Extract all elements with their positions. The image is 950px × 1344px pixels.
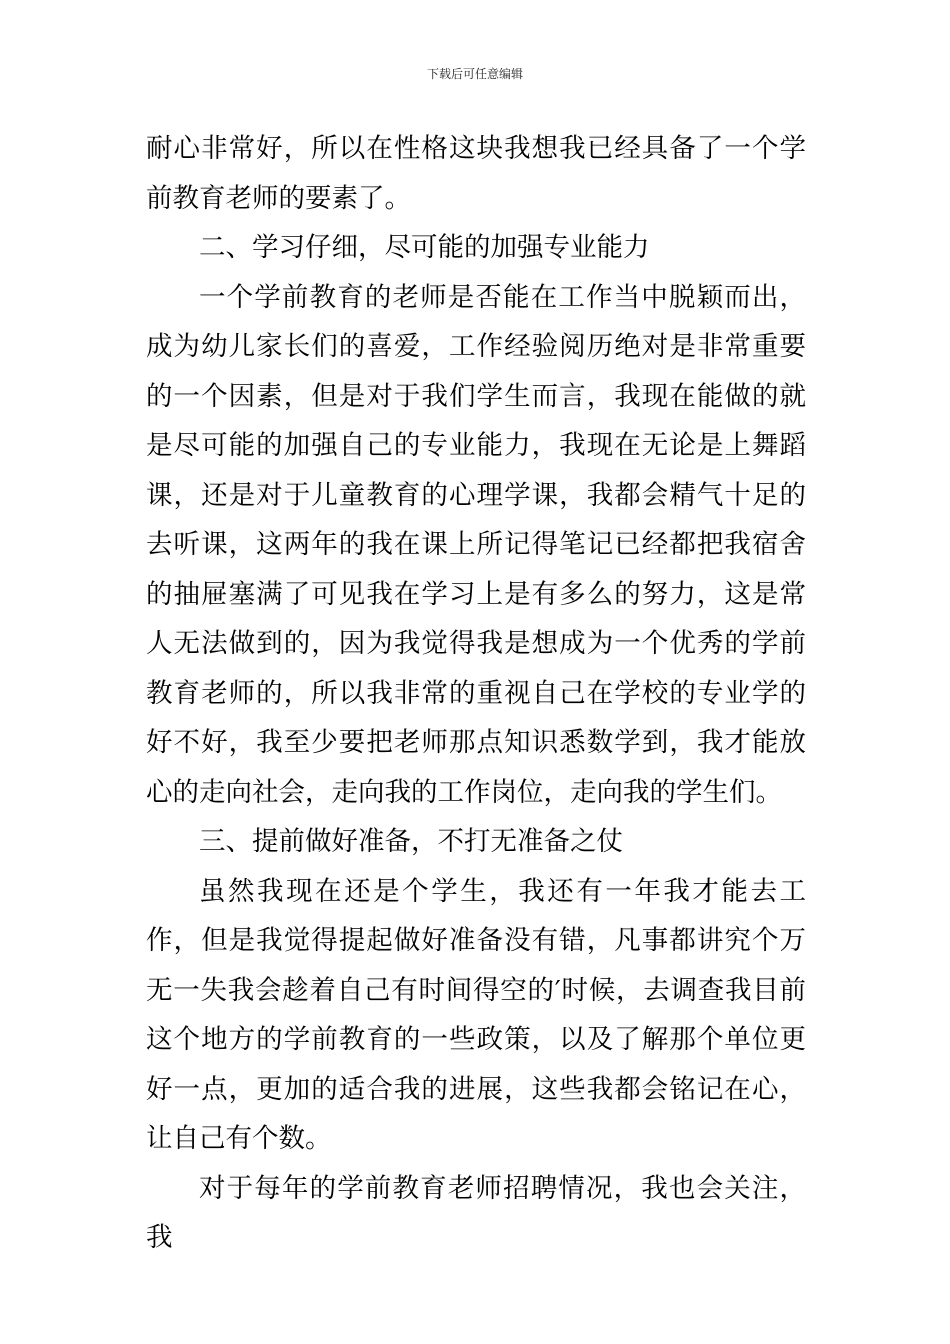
section-heading-2: 二、学习仔细，尽可能的加强专业能力	[199, 232, 650, 263]
paragraph-professional-ability: 一个学前教育的老师是否能在工作当中脱颖而出，成为幼儿家长们的喜爱，工作经验阅历绝对是非常重要的一个因素，但是对于我们学生而言，我现在能做的就是尽可能的加强自己的专业能力，我现在无论是上舞蹈课，还是对于儿童教育的心理学课，我都会精气十足的去听课，这两年的我在课上所记得笔记已经都把我宿舍的抽屉塞满了可见我在学习上是有多么的努力，这是常人无法做到的，因为我觉得我是想成为一个优秀的学前教育老师的，所以我非常的重视自己在学校的专业学的好不好，我至少要把老师那点知识悉数学到，我才能放心的走向社会，走向我的工作岗位，走向我的学生们。	[146, 281, 806, 808]
section-heading-3: 三、提前做好准备，不打无准备之仗	[199, 826, 623, 857]
paragraph-recruitment: 对于每年的学前教育老师招聘情况，我也会关注，我	[146, 1172, 806, 1253]
paragraph-preparation: 虽然我现在还是个学生，我还有一年我才能去工作，但是我觉得提起做好准备没有错，凡事都讲究个万无一失我会趁着自己有时间得空的′时候，去调查我目前这个地方的学前教育的一些政策，以及了解那个单位更好一点，更加的适合我的进展，这些我都会铭记在心，让自己有个数。	[146, 875, 806, 1154]
page-header: 下载后可任意编辑	[426, 67, 523, 81]
document-body	[146, 124, 806, 1263]
paragraph-continuation: 耐心非常好，所以在性格这块我想我已经具备了一个学前教育老师的要素了。	[146, 133, 806, 214]
